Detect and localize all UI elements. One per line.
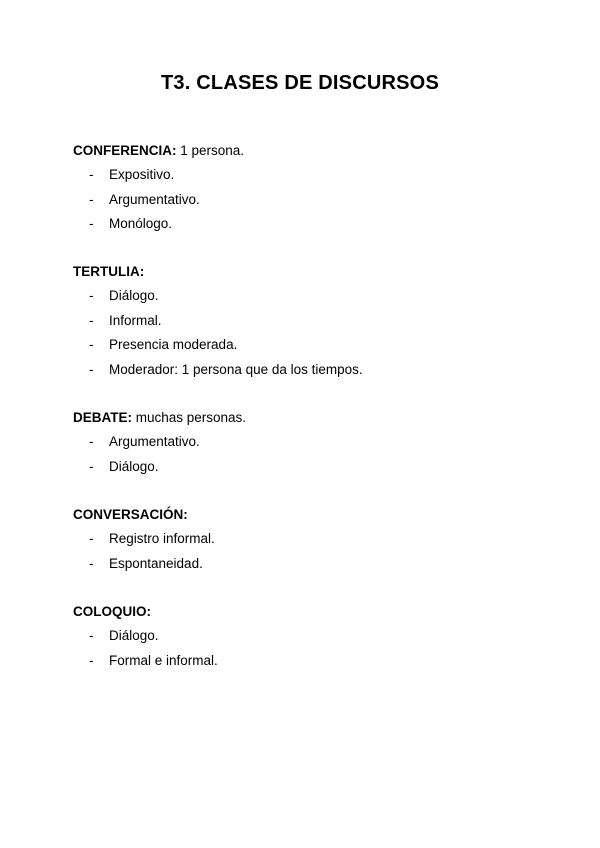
section-heading	[73, 600, 553, 624]
section-debate	[73, 406, 553, 479]
list-item	[73, 358, 553, 383]
list-item-text: Diálogo.	[109, 458, 159, 474]
list-item	[73, 284, 553, 309]
list-item-text: Moderador: 1 persona que da los tiempos.	[109, 361, 363, 377]
bullet-dash: -	[89, 191, 94, 207]
bullet-dash: -	[89, 167, 94, 182]
list-item	[73, 212, 553, 237]
section-label: COLOQUIO:	[73, 604, 151, 619]
list-item-text: Argumentativo.	[109, 434, 200, 449]
bullet-dash: -	[89, 216, 94, 231]
bullet-dash: -	[89, 628, 94, 643]
section-label: TERTULIA:	[73, 264, 145, 279]
list-item-text: Espontaneidad.	[109, 555, 203, 571]
list-item-text: Registro informal.	[109, 531, 215, 546]
bullet-dash: -	[89, 652, 94, 668]
list-item	[73, 455, 553, 480]
list-item-text: Diálogo.	[109, 288, 159, 303]
list-item	[73, 309, 553, 334]
section-coloquio	[73, 600, 553, 673]
section-heading	[73, 406, 553, 430]
section-tertulia	[73, 260, 553, 382]
list-item	[73, 188, 553, 213]
list-item	[73, 163, 553, 188]
section-label: CONVERSACIÓN:	[73, 507, 188, 522]
section-heading	[73, 503, 553, 527]
bullet-dash: -	[89, 361, 94, 377]
list-item	[73, 527, 553, 552]
section-label: DEBATE:	[73, 410, 132, 425]
bullet-dash: -	[89, 337, 94, 352]
section-heading	[73, 260, 553, 284]
bullet-dash: -	[89, 458, 94, 474]
list-item	[73, 649, 553, 674]
section-description: muchas personas.	[132, 410, 247, 425]
list-item	[73, 333, 553, 358]
list-item	[73, 624, 553, 649]
list-item-text: Formal e informal.	[109, 652, 218, 668]
section-description: 1 persona.	[176, 143, 245, 158]
bullet-dash: -	[89, 555, 94, 571]
bullet-dash: -	[89, 312, 94, 328]
list-item-text: Informal.	[109, 312, 162, 328]
list-item-text: Monólogo.	[109, 216, 173, 231]
section-conferencia	[73, 139, 553, 237]
list-item	[73, 430, 553, 455]
list-item-text: Diálogo.	[109, 628, 159, 643]
section-heading	[73, 139, 553, 163]
list-item-text: Argumentativo.	[109, 191, 200, 207]
section-label: CONFERENCIA:	[73, 143, 177, 158]
list-item-text: Presencia moderada.	[109, 337, 238, 352]
page-title: T3. CLASES DE DISCURSOS	[161, 72, 439, 94]
list-item	[73, 552, 553, 577]
bullet-dash: -	[89, 288, 94, 303]
section-conversacion	[73, 503, 553, 576]
bullet-dash: -	[89, 531, 94, 546]
list-item-text: Expositivo.	[109, 167, 175, 182]
bullet-dash: -	[89, 434, 94, 449]
